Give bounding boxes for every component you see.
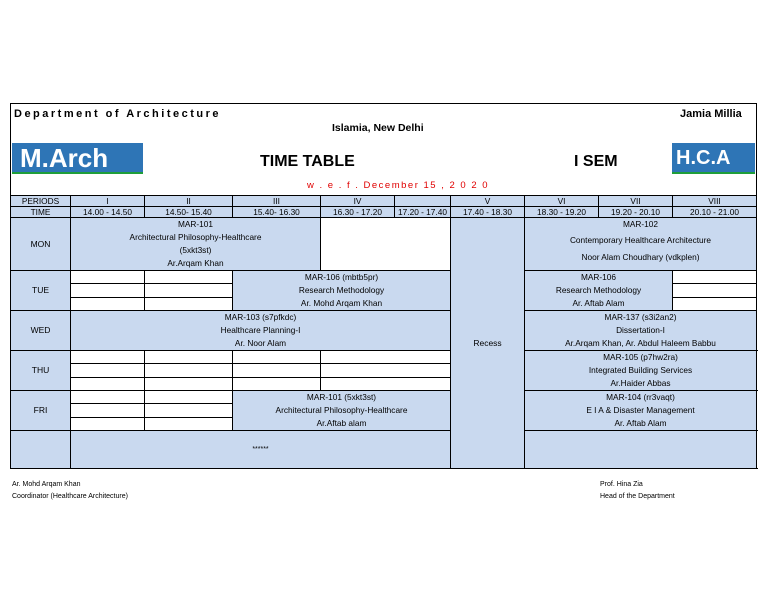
time-cell: 18.30 - 19.20: [525, 207, 599, 218]
period-cell: I: [71, 196, 145, 207]
class-wed-mar137: [525, 311, 757, 351]
period-cell: VII: [599, 196, 673, 207]
empty-slot: [145, 391, 233, 404]
class-tue-mar106: [233, 271, 451, 311]
empty-slot: [145, 417, 233, 430]
empty-slot: [321, 351, 451, 364]
empty-slot: [233, 351, 321, 364]
empty-slot: [145, 297, 233, 310]
periods-row: [11, 196, 757, 207]
course-code: MAR-104 (rr3vaqt): [606, 392, 675, 402]
day-tue: TUE: [11, 271, 71, 311]
day-mon: MON: [11, 218, 71, 271]
course-code: MAR-106 (mbtb5pr): [304, 272, 379, 282]
empty-slot: [233, 364, 321, 377]
empty-slot: [145, 377, 233, 390]
time-cell: 14.00 - 14.50: [71, 207, 145, 218]
course-code: MAR-103 (s7pfkdc): [224, 312, 297, 322]
extra-row-placeholder: ******: [71, 431, 451, 469]
empty-slot: [673, 271, 757, 284]
empty-slot: [71, 377, 145, 390]
day-fri: FRI: [11, 391, 71, 431]
program-badge: M.Arch: [12, 143, 143, 174]
effective-date: w . e . f . December 15 , 2 0 2 0: [307, 180, 490, 191]
recess-column: Recess: [451, 218, 525, 469]
course-title: Contemporary Healthcare Architecture: [569, 235, 712, 245]
course-faculty: Ar.Aftab alam: [316, 418, 367, 428]
empty-slot: [145, 284, 233, 297]
empty-slot: [71, 391, 145, 404]
empty-slot: [145, 404, 233, 417]
empty-slot: [71, 351, 145, 364]
class-fri-mar104: [525, 391, 757, 431]
time-cell: 14.50- 15.40: [145, 207, 233, 218]
course-code: MAR-137 (s3i2an2): [604, 312, 677, 322]
period-cell: III: [233, 196, 321, 207]
empty-slot: [71, 284, 145, 297]
empty-slot: [321, 364, 451, 377]
course-faculty: Ar.Haider Abbas: [610, 378, 671, 388]
empty-slot: [233, 377, 321, 390]
class-mon-mar101: [71, 218, 321, 271]
course-faculty: Ar. Aftab Alam: [614, 418, 667, 428]
time-cell: 17.20 - 17.40: [395, 207, 451, 218]
day-thu: THU: [11, 351, 71, 391]
course-faculty: Ar. Aftab Alam: [572, 298, 625, 308]
period-cell: VI: [525, 196, 599, 207]
extra-row-right: [525, 431, 757, 469]
course-faculty: Ar.Arqam Khan: [167, 258, 224, 268]
timetable-grid: [10, 195, 757, 469]
course-title: Research Methodology: [298, 285, 385, 295]
empty-slot: [71, 364, 145, 377]
course-faculty: Ar. Noor Alam: [234, 338, 287, 348]
empty-slot: [321, 377, 451, 390]
class-thu-mar105: [525, 351, 757, 391]
empty-slot: [71, 417, 145, 430]
empty-slot: [145, 364, 233, 377]
course-id: (5xkt3st): [179, 245, 212, 255]
class-fri-mar101: [233, 391, 451, 431]
empty-slot: [673, 284, 757, 297]
extra-row-label: [11, 431, 71, 469]
course-title: E I A & Disaster Management: [586, 405, 695, 415]
time-label: TIME: [11, 207, 71, 218]
period-cell: V: [451, 196, 525, 207]
empty-slot: [145, 351, 233, 364]
time-cell: 19.20 - 20.10: [599, 207, 673, 218]
course-title: Architectural Philosophy-Healthcare: [129, 232, 262, 242]
class-tue-mar106-b: [525, 271, 673, 311]
coordinator-name: Ar. Mohd Arqam Khan: [12, 481, 81, 488]
course-code: MAR-101: [177, 219, 214, 229]
course-code: MAR-102: [622, 219, 659, 229]
class-wed-mar103: [71, 311, 451, 351]
course-faculty: Ar.Arqam Khan, Ar. Abdul Haleem Babbu: [565, 338, 716, 348]
empty-slot: [145, 271, 233, 284]
department-title: Department of Architecture: [14, 108, 222, 120]
hod-block: [600, 479, 675, 503]
period-cell: [395, 196, 451, 207]
empty-slot: [71, 271, 145, 284]
university-location: Islamia, New Delhi: [332, 122, 424, 134]
course-title: Integrated Building Services: [588, 365, 693, 375]
time-cell: 17.40 - 18.30: [451, 207, 525, 218]
course-code: MAR-101 (5xkt3st): [306, 392, 377, 402]
period-cell: VIII: [673, 196, 757, 207]
time-cell: 20.10 - 21.00: [673, 207, 757, 218]
empty-slot: [71, 297, 145, 310]
period-cell: II: [145, 196, 233, 207]
page-title: TIME TABLE: [260, 153, 355, 170]
coordinator-block: [12, 479, 128, 503]
course-title: Research Methodology: [555, 285, 642, 295]
specialization-badge: H.C.A: [672, 143, 755, 174]
day-wed: WED: [11, 311, 71, 351]
time-cell: 16.30 - 17.20: [321, 207, 395, 218]
course-code: MAR-106: [580, 272, 617, 282]
course-title: Healthcare Planning-I: [220, 325, 301, 335]
empty-slot: [321, 218, 451, 271]
course-title: Architectural Philosophy-Healthcare: [275, 405, 408, 415]
time-cell: 15.40- 16.30: [233, 207, 321, 218]
empty-slot: [673, 297, 757, 310]
course-faculty: Noor Alam Choudhary (vdkplen): [581, 252, 700, 262]
course-faculty: Ar. Mohd Arqam Khan: [300, 298, 383, 308]
class-mon-mar102: [525, 218, 757, 271]
periods-label: PERIODS: [11, 196, 71, 207]
coordinator-role: Coordinator (Healthcare Architecture): [12, 493, 128, 500]
time-row: [11, 207, 757, 218]
semester-label: I SEM: [574, 153, 618, 170]
course-title: Dissertation-I: [616, 325, 665, 335]
period-cell: IV: [321, 196, 395, 207]
hod-name: Prof. Hina Zia: [600, 481, 643, 488]
empty-slot: [71, 404, 145, 417]
university-name: Jamia Millia: [680, 108, 742, 120]
course-code: MAR-105 (p7hw2ra): [603, 352, 678, 362]
hod-role: Head of the Department: [600, 493, 675, 500]
